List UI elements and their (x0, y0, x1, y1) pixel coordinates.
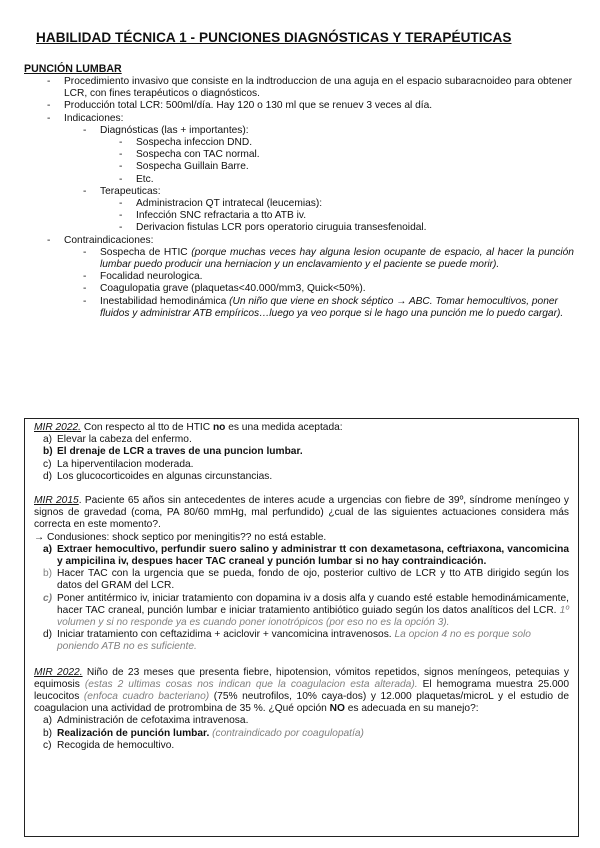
answer-option-correct (34, 728, 569, 740)
list-item-text: Sospecha con TAC normal. (136, 149, 260, 161)
definition-text: Procedimiento invasivo que consiste en la indtroduccion de una aguja en el espacio subaracnoideo para obtener LCR, con fines terapéuticos o diagnósticos. (64, 76, 573, 100)
answer-option (34, 629, 569, 653)
dash-bullet: - (119, 198, 123, 210)
indications-heading: Indicaciones: (64, 112, 124, 124)
list-item (47, 234, 574, 247)
dash-bullet: - (119, 210, 123, 222)
question-mir-2022-child (34, 667, 569, 752)
option-letter: b) (43, 727, 53, 739)
diagnostic-heading: Diagnósticas (las + importantes): (100, 124, 249, 136)
dash-bullet: - (83, 124, 87, 136)
answer-option (34, 593, 569, 630)
question-mir-2022-htic (34, 422, 569, 483)
list-item (47, 76, 574, 100)
list-item (119, 161, 566, 173)
dash-bullet: - (119, 173, 123, 185)
csf-production-text: Producción total LCR: 500ml/día. Hay 120 o 130 ml que se renuev 3 veces al día. (64, 100, 433, 112)
list-item-text: Administracion QT intratecal (leucemias): (136, 198, 323, 210)
list-item (83, 283, 570, 295)
question-stem: Con respecto al tto de HTIC (81, 422, 213, 433)
answer-option (34, 471, 569, 483)
mir-questions-box (24, 418, 579, 837)
list-item (83, 185, 570, 198)
list-item (83, 246, 574, 271)
list-item-text: Infección SNC refractaria a tto ATB iv. (136, 210, 307, 222)
list-item (83, 124, 570, 137)
dash-bullet: - (47, 76, 51, 87)
answer-option (34, 434, 569, 446)
option-letter: c) (43, 592, 53, 604)
dash-bullet: - (83, 295, 87, 307)
question-stem: (75% neutrofilos, 10% caya-dos) y 12.000 plaquetas/microL y el estudio de coagulacion una actividad de protrombina de 35 %. ¿Qué opción (34, 691, 570, 715)
option-letter: b) (43, 446, 53, 458)
question-stem-emphasis: NO (329, 703, 345, 715)
list-item (119, 137, 566, 149)
page-title: HABILIDAD TÉCNICA 1 - PUNCIONES DIAGNÓSTICAS Y TERAPÉUTICAS (36, 30, 512, 45)
list-item-text: Etc. (136, 173, 154, 185)
option-text: Administración de cefotaxima intravenosa. (57, 715, 249, 727)
dash-bullet: - (119, 222, 123, 234)
explanation-note: (Un niño que viene en shock séptico → ABC. Tomar hemocultivos, poner fluidos y administrar ATB empíricos…luego ya veo porque si le hago una punción me lo puedo cargar). (100, 295, 564, 319)
option-text: Elevar la cabeza del enfermo. (57, 434, 192, 446)
list-item-text: Sospecha Guillain Barre. (136, 161, 249, 173)
option-letter: d) (43, 629, 53, 641)
dash-bullet: - (47, 112, 51, 124)
list-item (83, 295, 574, 320)
option-text: Realización de punción lumbar. (57, 727, 210, 739)
list-item (119, 173, 566, 186)
question-stem: Niño de 23 meses que presenta fiebre, hipotension, vómitos repetidos, signos meníngeos, petequias y equimosis (34, 666, 570, 690)
list-item-text: Derivacion fistulas LCR pors operatorio ciruguia transesfenoidal. (136, 222, 427, 234)
list-item (47, 112, 574, 125)
list-item (119, 198, 566, 210)
section-heading: PUNCIÓN LUMBAR (24, 63, 122, 75)
option-text: Iniciar tratamiento con ceftazidima + aciclovir + vancomicina intravenosos. (57, 629, 392, 641)
dash-bullet: - (119, 137, 123, 149)
explanation-note: (estas 2 ultimas cosas nos indican que la coagulacion esta alterada). (84, 678, 418, 690)
dash-bullet: - (83, 271, 87, 283)
option-text: Los glucocorticoides en algunas circunstancias. (57, 470, 273, 482)
dash-bullet: - (119, 149, 123, 161)
conclusion-note: → Condusiones: shock septico por meningitis?? no está estable. (34, 531, 327, 543)
answer-option (34, 715, 569, 727)
option-letter: a) (43, 434, 53, 446)
list-item-text: Inestabilidad hemodinámica (100, 295, 227, 307)
question-tag: MIR 2015 (34, 495, 79, 507)
option-text: Extraer hemocultivo, perfundir suero salino y administrar tt con dexametasona, ceftriaxona, vancomicina y ampicilina iv, despues hacer TAC craneal y punción lumbar si no hay contraindicación. (57, 543, 569, 568)
answer-option (34, 459, 569, 471)
question-stem: El hemograma muestra 25.000 leucocitos (34, 678, 569, 703)
option-text: El drenaje de LCR a traves de una puncion lumbar. (57, 446, 303, 458)
list-item (119, 149, 566, 161)
lumbar-puncture-notes (0, 76, 600, 320)
list-item (119, 210, 566, 222)
question-mir-2015-meningitis (34, 495, 569, 654)
dash-bullet: - (83, 185, 87, 197)
list-item-text: Sospecha infeccion DND. (136, 137, 253, 149)
explanation-note: (contraindicado por coagulopatía) (209, 727, 364, 739)
dash-bullet: - (119, 161, 123, 173)
list-item-text: Sospecha de HTIC (100, 246, 188, 258)
dash-bullet: - (47, 234, 51, 246)
option-letter: a) (43, 715, 53, 727)
option-text: Recogida de hemocultivo. (57, 739, 175, 751)
question-stem: es adecuada en su manejo?: (344, 703, 479, 715)
answer-option (34, 568, 569, 592)
explanation-note: (enfoca cuadro bacteriano) (83, 691, 210, 703)
explanation-note: La opcion 4 no es porque solo poniendo ATB no es suficiente. (57, 629, 531, 653)
dash-bullet: - (47, 100, 51, 112)
option-text: Poner antitérmico iv, iniciar tratamiento con dopamina iv a dosis alfa y cuando esté estable hemodinámicamente, hacer TAC craneal, punción lumbar e iniciar tratamiento antibiótico guiado según los datos analíticos del LCR. (57, 592, 569, 616)
option-letter: c) (43, 739, 52, 751)
question-stem: . Paciente 65 años sin antecedentes de interes acude a urgencias con fiebre de 39º, síndrome meníngeo y signos de gravedad (coma, PA 80/60 mmHg, mal perfundido) ¿cual de las siguientes actuaciones considera más correcta en este momento?. (34, 495, 570, 531)
option-letter: d) (43, 470, 53, 482)
option-letter: a) (43, 543, 53, 555)
question-tag: MIR 2022. (34, 666, 83, 678)
therapeutic-heading: Terapeuticas: (100, 185, 161, 197)
option-letter: b) (43, 568, 53, 580)
option-letter: c) (43, 458, 52, 470)
answer-option-correct (34, 446, 569, 458)
dash-bullet: - (83, 283, 87, 295)
contraindications-heading: Contraindicaciones: (64, 234, 154, 246)
list-item (83, 271, 570, 283)
list-item (119, 222, 566, 234)
option-text: Hacer TAC con la urgencia que se pueda, fondo de ojo, posterior cultivo de LCR y tto ATB dirigido según los datos del GRAM del LCR. (57, 568, 569, 592)
explanation-note: (porque muchas veces hay alguna lesion ocupante de espacio, al hacer la punción lumbar puedo producir una herniacion y un enclavamiento y el paciente se puede morir). (100, 246, 574, 271)
question-tag: MIR 2022. (34, 422, 81, 433)
question-stem-emphasis: no (212, 422, 226, 433)
list-item-text: Coagulopatia grave (plaquetas<40.000/mm3, Quick<50%). (100, 283, 366, 295)
explanation-note: 1º volumen y si no responde ya es cuando poner ionotrópicos (por eso no es la opción 3). (57, 604, 569, 629)
list-item-text: Focalidad neurologica. (100, 271, 203, 283)
option-text: La hiperventilacion moderada. (57, 458, 194, 470)
question-stem: es una medida aceptada: (225, 422, 343, 433)
dash-bullet: - (83, 246, 87, 258)
list-item (47, 100, 574, 112)
answer-option-correct (34, 544, 569, 568)
answer-option (34, 740, 569, 752)
